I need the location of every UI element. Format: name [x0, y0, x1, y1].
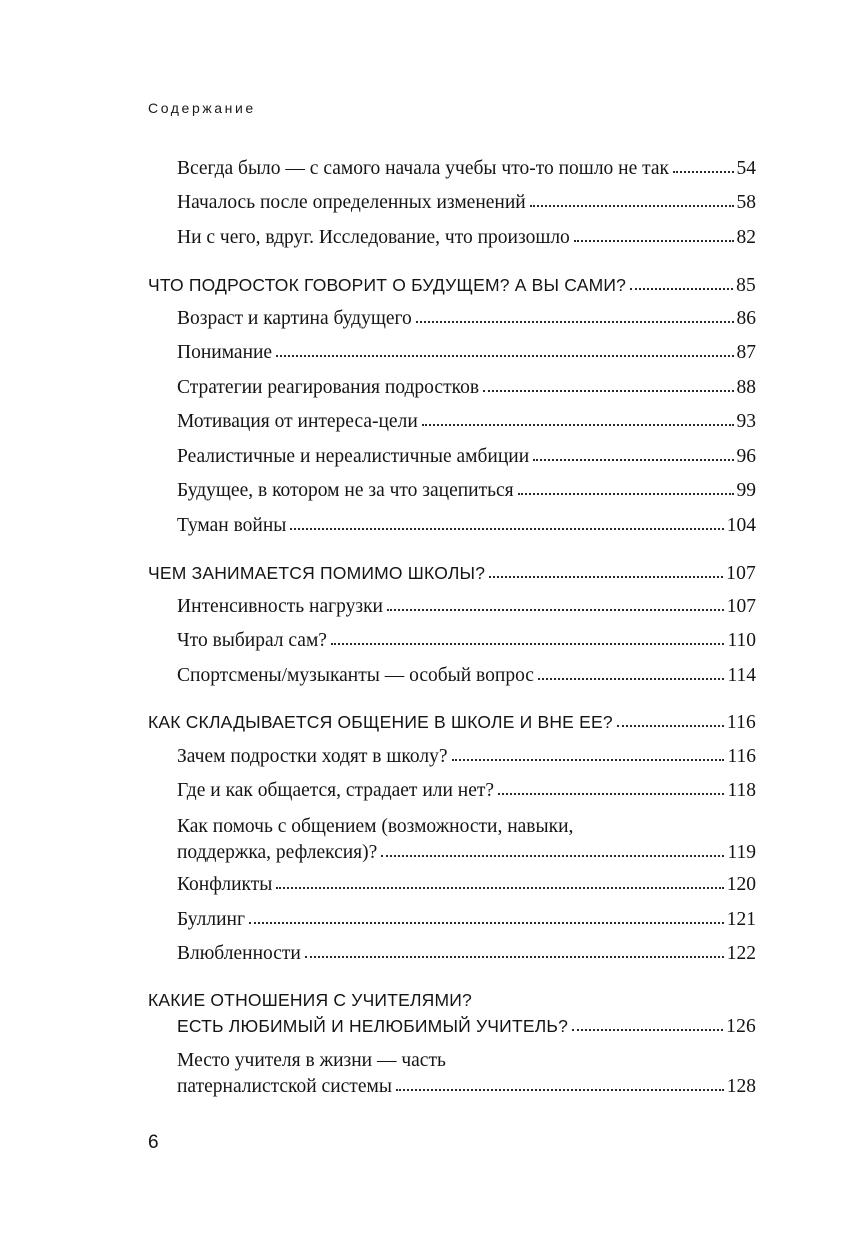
- dot-leader: [276, 887, 723, 889]
- toc-entry-page: 54: [736, 158, 756, 179]
- toc-section-title: ЕСТЬ ЛЮБИМЫЙ И НЕЛЮБИМЫЙ УЧИТЕЛЬ?: [177, 1016, 569, 1036]
- toc-entry-title: Спортсмены/музыканты — особый вопрос: [177, 665, 534, 686]
- running-head: Содержание: [148, 100, 256, 116]
- dot-leader: [396, 1089, 724, 1091]
- toc-entry-page: 119: [727, 842, 756, 863]
- dot-leader: [387, 609, 724, 611]
- toc-entry-page: 118: [727, 780, 756, 801]
- toc-entry-title: Возраст и картина будущего: [177, 308, 412, 329]
- toc-entry-page: 114: [727, 665, 756, 686]
- toc-entry-title: Понимание: [177, 342, 273, 363]
- toc-entry-title: Началось после определенных изменений: [177, 192, 526, 213]
- toc-entry: [177, 841, 756, 865]
- toc-entry: [177, 191, 756, 215]
- toc-entry-page: 121: [726, 909, 756, 930]
- toc-entry-page: 116: [727, 746, 756, 767]
- toc-entry-page: 128: [726, 1076, 756, 1097]
- dot-leader: [518, 493, 734, 495]
- toc-entry: [177, 908, 756, 932]
- dot-leader: [305, 956, 724, 958]
- toc-entry-page: 104: [726, 515, 756, 536]
- toc-section-page: 85: [736, 275, 756, 296]
- toc-section-title: КАКИЕ ОТНОШЕНИЯ С УЧИТЕЛЯМИ?: [148, 990, 472, 1010]
- toc-section-entry: [177, 1014, 756, 1039]
- toc-entry: [177, 942, 756, 966]
- toc-entry-title: Интенсивность нагрузки: [177, 596, 383, 617]
- toc-entry-page: 122: [726, 943, 756, 964]
- toc-section-title: ЧЕМ ЗАНИМАЕТСЯ ПОМИМО ШКОЛЫ?: [148, 563, 486, 583]
- toc-entry-page: 96: [736, 446, 756, 467]
- dot-leader: [416, 321, 734, 323]
- toc-entry: [177, 514, 756, 538]
- dot-leader: [422, 424, 734, 426]
- dot-leader: [572, 1029, 723, 1031]
- toc-entry-title: Влюбленности: [177, 943, 301, 964]
- toc-entry: [177, 341, 756, 365]
- toc-entry-title: Будущее, в котором не за что зацепиться: [177, 480, 514, 501]
- dot-leader: [452, 759, 725, 761]
- toc-section-title: КАК СКЛАДЫВАЕТСЯ ОБЩЕНИЕ В ШКОЛЕ И ВНЕ ЕЕ?: [148, 712, 613, 732]
- dot-leader: [498, 793, 724, 795]
- dot-leader: [276, 355, 733, 357]
- toc-entry-title: Где и как общается, страдает или нет?: [177, 780, 495, 801]
- dot-leader: [290, 528, 723, 530]
- toc-section-entry: [148, 273, 756, 298]
- toc-entry-page: 110: [727, 630, 756, 651]
- toc-entry-title: Ни с чего, вдруг. Исследование, что произошло: [177, 227, 570, 248]
- dot-leader: [530, 205, 734, 207]
- toc-entry-title: Стратегии реагирования подростков: [177, 377, 480, 398]
- toc-entry: [177, 157, 756, 181]
- toc-entry-page: 58: [736, 192, 756, 213]
- toc-entry: [177, 745, 756, 769]
- toc-entry-title: Реалистичные и нереалистичные амбиции: [177, 446, 530, 467]
- toc-entry: [177, 307, 756, 331]
- page-number: 6: [148, 1132, 159, 1153]
- toc-entry-page: 82: [736, 227, 756, 248]
- toc-entry-title: Конфликты: [177, 874, 273, 895]
- toc-entry-title: поддержка, рефлексия)?: [177, 842, 378, 863]
- toc-entry: [177, 410, 756, 434]
- toc-entry: [177, 445, 756, 469]
- toc-entry-page: 87: [736, 342, 756, 363]
- toc-entry-first-line: [177, 1049, 756, 1073]
- toc-entry-title: Мотивация от интереса-цели: [177, 411, 418, 432]
- dot-leader: [381, 855, 724, 857]
- toc-entry-page: 88: [736, 377, 756, 398]
- toc-section-title: ЧТО ПОДРОСТОК ГОВОРИТ О БУДУЩЕМ? А ВЫ САМИ?: [148, 275, 627, 295]
- toc-entry: [177, 664, 756, 688]
- toc-entry: [177, 873, 756, 897]
- toc-entry-page: 86: [736, 308, 756, 329]
- dot-leader: [574, 240, 734, 242]
- toc-entry: [177, 376, 756, 400]
- dot-leader: [533, 459, 733, 461]
- toc-entry-title: Место учителя в жизни — часть: [177, 1050, 446, 1071]
- toc-section-entry: [148, 710, 756, 735]
- toc-section-first-line: [148, 988, 756, 1012]
- toc-entry: [177, 595, 756, 619]
- toc-entry: [177, 1075, 756, 1099]
- dot-leader: [630, 288, 733, 290]
- toc-entry-page: 120: [726, 874, 756, 895]
- dot-leader: [538, 678, 725, 680]
- dot-leader: [673, 171, 733, 173]
- dot-leader: [331, 643, 725, 645]
- toc-entry-title: Буллинг: [177, 909, 245, 930]
- toc-entry-title: Зачем подростки ходят в школу?: [177, 746, 448, 767]
- toc-entry: [177, 629, 756, 653]
- toc-entry-first-line: [177, 815, 756, 839]
- toc-entry-page: 107: [726, 596, 756, 617]
- toc-section-page: 126: [726, 1016, 756, 1037]
- dot-leader: [483, 390, 733, 392]
- toc-section-entry: [148, 561, 756, 586]
- dot-leader: [617, 725, 724, 727]
- toc-entry-page: 99: [736, 480, 756, 501]
- dot-leader: [249, 922, 724, 924]
- toc-section-page: 107: [726, 563, 756, 584]
- dot-leader: [489, 576, 723, 578]
- toc-entry-title: Всегда было — с самого начала учебы что-то пошло не так: [177, 158, 670, 179]
- toc-entry: [177, 226, 756, 250]
- toc-entry-title: Туман войны: [177, 515, 287, 536]
- toc-section-page: 116: [726, 712, 756, 733]
- toc-entry-page: 93: [736, 411, 756, 432]
- toc-entry: [177, 479, 756, 503]
- toc-entry-title: Что выбирал сам?: [177, 630, 327, 651]
- toc-entry-title: патерналистской системы: [177, 1076, 392, 1097]
- toc-entry: [177, 779, 756, 803]
- toc-entry-title: Как помочь с общением (возможности, навыки,: [177, 816, 574, 837]
